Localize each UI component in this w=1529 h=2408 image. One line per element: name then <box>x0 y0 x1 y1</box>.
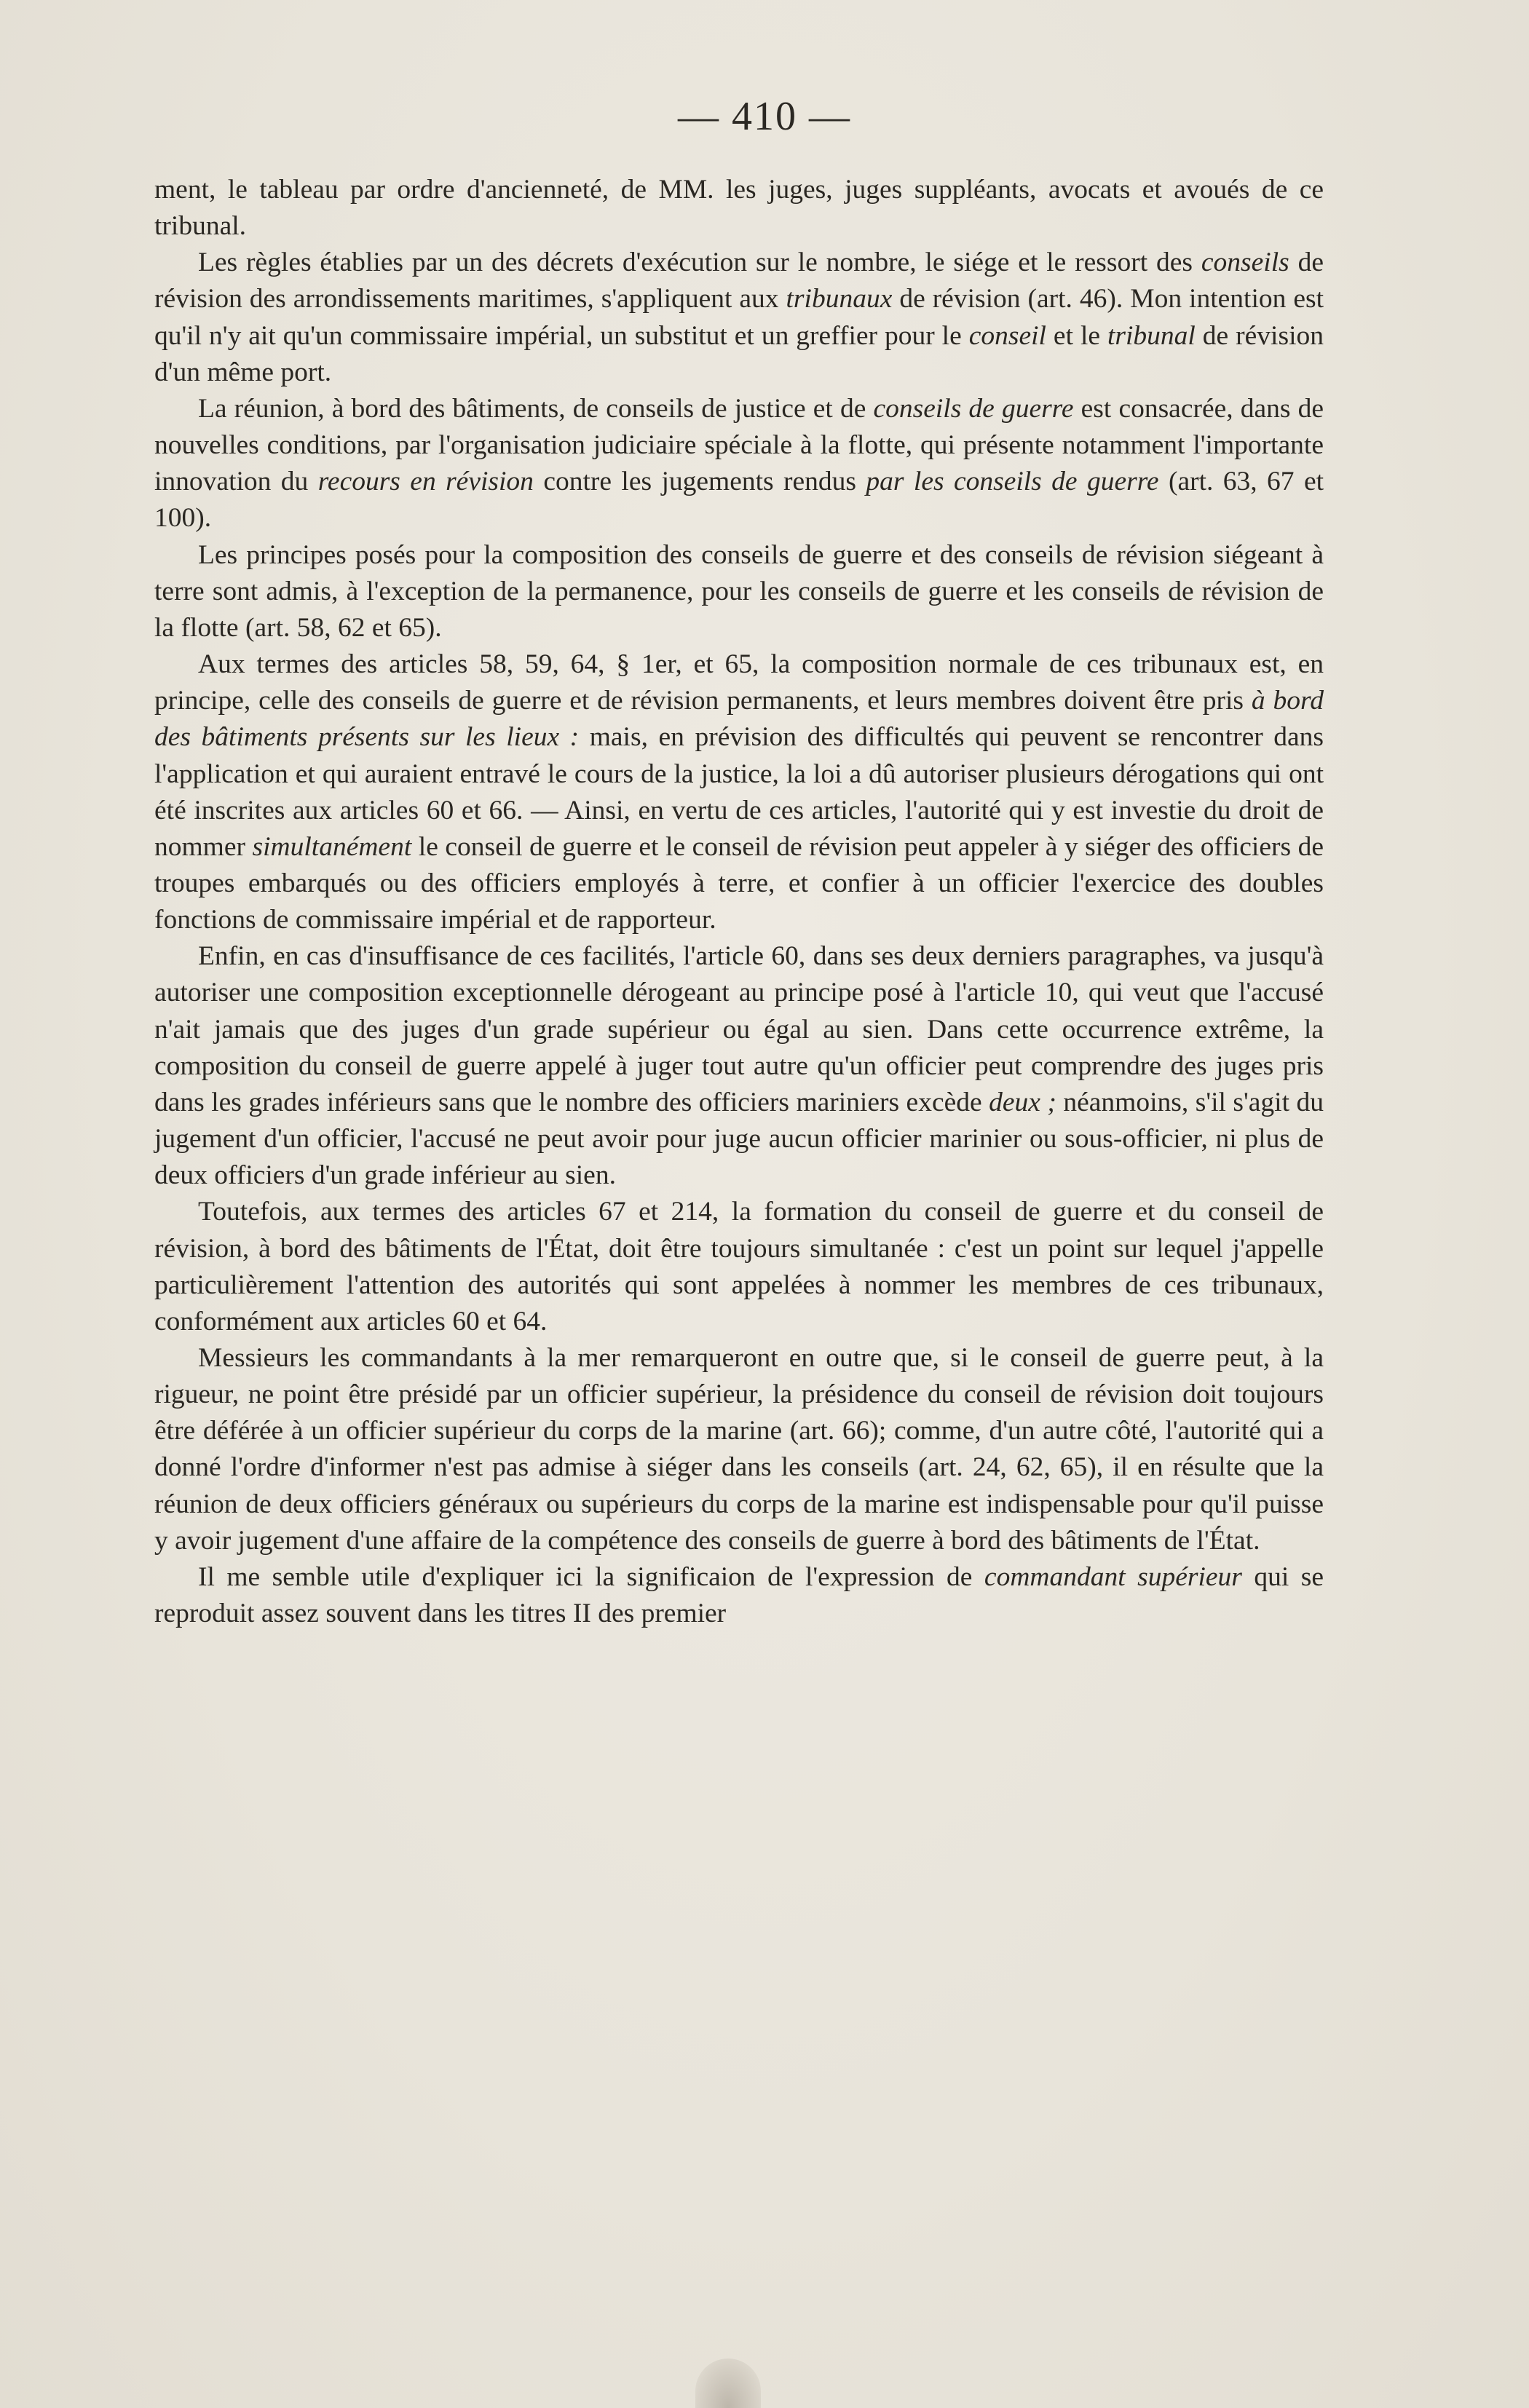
italic-run: par les conseils de guerre <box>866 467 1159 497</box>
text-run: le conseil de guerre et le conseil de révision peut appeler à y siéger des officiers de troupes embarqués ou des officiers employés à terre, et confier à un officier l'exercice des doubles fonctions de commissaire impérial et de rapporteur. <box>154 831 1324 935</box>
italic-run: deux ; <box>989 1087 1056 1117</box>
paragraph-2 <box>154 245 1324 391</box>
paragraph-7 <box>154 1194 1324 1340</box>
italic-run: conseils <box>1201 247 1289 278</box>
italic-run: simultanément <box>252 831 412 862</box>
page-number: — 410 — <box>678 94 851 139</box>
italic-run: conseils de guerre <box>873 393 1074 424</box>
text-run: La réunion, à bord des bâtiments, de conseils de justice et de <box>198 393 874 424</box>
paragraph-3 <box>154 391 1324 537</box>
italic-run: conseil <box>968 320 1046 351</box>
text-run: et le <box>1046 320 1107 351</box>
body-text <box>154 172 1324 1632</box>
paragraph-5 <box>154 646 1324 938</box>
text-run: Les règles établies par un des décrets d'exécution sur le nombre, le siége et le ressort des <box>198 247 1201 278</box>
paragraph-6 <box>154 938 1324 1194</box>
text-run: Il me semble utile d'expliquer ici la significaion de l'expression de <box>198 1561 984 1592</box>
paragraph-1 <box>154 172 1324 245</box>
text-run: ment, le tableau par ordre d'ancienneté, de MM. les juges, juges suppléants, avocats et avoués de ce tribunal. <box>154 175 1324 242</box>
text-run: qui se reproduit assez souvent dans les titres II des premier <box>154 1561 1324 1629</box>
text-run: Toutefois, aux termes des articles 67 et 214, la formation du conseil de guerre et du conseil de révision, à bord des bâtiments de l'État, doit être toujours simultanée : c'est un point sur lequel j'appelle particulièrement l'attention des autorités qui sont appelées à nommer les membres de ces tribunaux, conformément aux articles 60 et 64. <box>154 1197 1324 1336</box>
text-run: de révision des arrondissements maritimes, s'appliquent aux <box>154 247 1324 314</box>
paragraph-9 <box>154 1559 1324 1632</box>
text-run: de révision (art. 46). Mon intention est qu'il n'y ait qu'un commissaire impérial, un substitut et un greffier pour le <box>154 284 1324 351</box>
text-run: est consacrée, dans de nouvelles conditions, par l'organisation judiciaire spéciale à la flotte, qui présente notamment l'importante innovation du <box>154 393 1324 497</box>
text-run: mais, en prévision des difficultés qui peuvent se rencontrer dans l'application et qui auraient entravé le cours de la justice, la loi a dû autoriser plusieurs dérogations qui ont été inscrites aux articles 60 et 66. — Ainsi, en vertu de ces articles, l'autorité qui y est investie du droit de nommer <box>154 722 1324 862</box>
text-run: (art. 63, 67 et 100). <box>154 467 1324 534</box>
italic-run: commandant supérieur <box>984 1561 1242 1592</box>
paragraph-4 <box>154 537 1324 646</box>
text-run: Les principes posés pour la composition des conseils de guerre et des conseils de révision siégeant à terre sont admis, à l'exception de la permanence, pour les conseils de guerre et les conseils de révision de la flotte (art. 58, 62 et 65). <box>154 539 1324 643</box>
italic-run: à bord des bâtiments présents sur les lieux : <box>154 686 1324 753</box>
italic-run: tribunal <box>1107 320 1196 351</box>
text-run: contre les jugements rendus <box>533 467 866 497</box>
paragraph-8 <box>154 1340 1324 1559</box>
text-run: néanmoins, s'il s'agit du jugement d'un officier, l'accusé ne peut avoir pour juge aucun officier marinier ou sous-officier, ni plus de deux officiers d'un grade inférieur au sien. <box>154 1087 1324 1191</box>
binding-shadow <box>695 2359 761 2408</box>
text-run: Messieurs les commandants à la mer remarqueront en outre que, si le conseil de guerre peut, à la rigueur, ne point être présidé par un officier supérieur, la présidence du conseil de révision doit toujours être déférée à un officier supérieur du corps de la marine (art. 66); comme, d'un autre côté, l'autorité qui a donné l'ordre d'informer n'est pas admise à siéger dans les conseils (art. 24, 62, 65), il en résulte que la réunion de deux officiers généraux ou supérieurs du corps de la marine est indispensable pour qu'il puisse y avoir jugement d'une affaire de la compétence des conseils de guerre à bord des bâtiments de l'État. <box>154 1343 1324 1556</box>
italic-run: recours en révision <box>317 467 534 497</box>
text-run: Aux termes des articles 58, 59, 64, § 1er, et 65, la composition normale de ces tribunaux est, en principe, celle des conseils de guerre et de révision permanents, et leurs membres doivent être pris <box>154 649 1324 716</box>
text-run: Enfin, en cas d'insuffisance de ces facilités, l'article 60, dans ses deux derniers paragraphes, va jusqu'à autoriser une composition exceptionnelle dérogeant au principe posé à l'article 10, qui veut que l'accusé n'ait jamais que des juges d'un grade supérieur ou égal au sien. Dans cette occurrence extrême, la composition du conseil de guerre appelé à juger tout autre qu'un officier peut comprendre des juges pris dans les grades inférieurs sans que le nombre des officiers mariniers excède <box>154 941 1324 1117</box>
text-run: de révision d'un même port. <box>154 320 1324 387</box>
italic-run: tribunaux <box>786 284 893 314</box>
